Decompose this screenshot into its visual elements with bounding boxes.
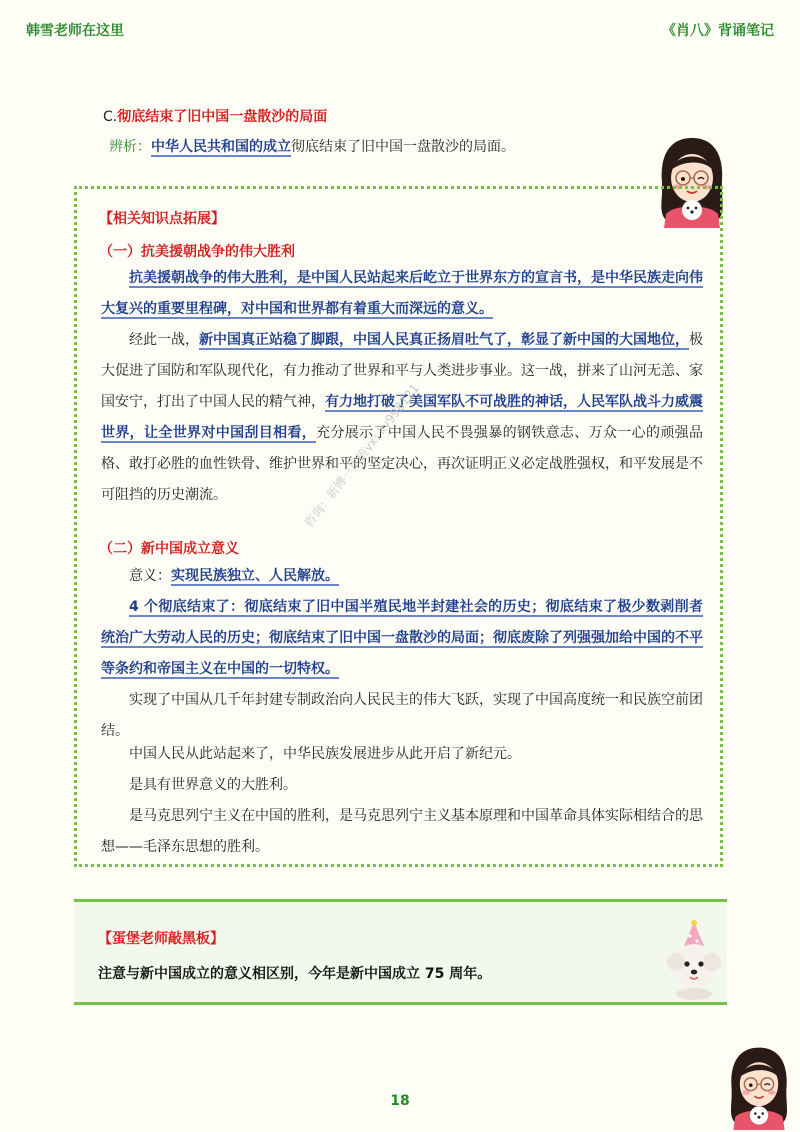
- option-c-prefix: C.: [103, 109, 118, 125]
- four-ends-para: [101, 592, 703, 685]
- four-ends-text: 4 个彻底结束了：彻底结束了旧中国半殖民地半封建社会的历史；彻底结束了极少数剥削者统治广大劳动人民的历史；彻底结束了旧中国一盘散沙的局面；彻底废除了列强强加给中国的不平等条约和帝国主义在中国的一切特权。: [101, 599, 703, 677]
- teacher-avatar-bottom-icon: [722, 1044, 796, 1130]
- option-c-text: 彻底结束了旧中国一盘散沙的局面: [117, 109, 328, 125]
- para2-part-a: 经此一战，: [129, 332, 199, 348]
- watermark: 咨询：新博一果班vx: ky998121: [301, 381, 422, 530]
- section1-title: （一）抗美援朝战争的伟大胜利: [99, 244, 295, 260]
- analysis-label: 辨析：: [109, 139, 151, 155]
- para2-part-b: 新中国真正站稳了脚跟，中国人民真正扬眉吐气了，彰显了新中国的大国地位，: [199, 332, 689, 348]
- meaning-line: [129, 561, 339, 592]
- knowledge-extension-box: [74, 186, 723, 867]
- dog-party-hat-icon: [660, 920, 728, 1000]
- para2-part-e: 充分展示了中国人民不畏强暴的钢铁意志、万众一心的顽强品格、敢打必胜的血性铁骨、维护世界和平的坚定决心，再次证明正义必定战胜强权，和平发展是不可阻挡的历史潮流。: [101, 425, 704, 503]
- header-left-title: 韩雪老师在这里: [26, 23, 124, 39]
- section1-para1: [101, 263, 703, 325]
- blackboard-text: 注意与新中国成立的意义相区别，今年是新中国成立 75 周年。: [98, 966, 492, 982]
- section2-title: （二）新中国成立意义: [99, 541, 239, 557]
- analysis-highlight: 中华人民共和国的成立: [151, 139, 291, 155]
- para2-part-d: 有力地打破了美国军队不可战胜的神话，人民军队战斗力威震世界，让全世界对中国刮目相看，: [101, 394, 703, 441]
- blackboard-box: [74, 899, 727, 1005]
- knowledge-heading: 【相关知识点拓展】: [99, 211, 225, 227]
- meaning-value: 实现民族独立、人民解放。: [171, 568, 339, 584]
- significance-para4: 是马克思列宁主义在中国的胜利，是马克思列宁主义基本原理和中国革命具体实际相结合的思想——毛泽东思想的胜利。: [101, 808, 703, 855]
- option-c-title: [103, 106, 327, 126]
- significance-para2: 中国人民从此站起来了，中华民族发展进步从此开启了新纪元。: [129, 746, 521, 762]
- significance-para3: 是具有世界意义的大胜利。: [129, 777, 297, 793]
- header-right-title: 《肖八》背诵笔记: [662, 23, 774, 39]
- para2-part-c: 极大促进了国防和军队现代化，有力推动了世界和平与人类进步事业。这一战，拼来了山河无恙、家国安宁，打出了中国人民的精气神，: [101, 332, 703, 410]
- significance-para1: 实现了中国从几千年封建专制政治向人民民主的伟大飞跃，实现了中国高度统一和民族空前团结。: [101, 692, 703, 739]
- analysis-rest: 彻底结束了旧中国一盘散沙的局面。: [291, 139, 515, 155]
- analysis-line: [109, 136, 515, 156]
- section1-para2: [101, 325, 703, 511]
- section1-para1-text: 抗美援朝战争的伟大胜利，是中国人民站起来后屹立于世界东方的宣言书，是中华民族走向伟大复兴的重要里程碑，对中国和世界都有着重大而深远的意义。: [101, 270, 703, 317]
- page-number: 18: [390, 1093, 410, 1109]
- blackboard-title: 【蛋堡老师敲黑板】: [98, 931, 224, 947]
- meaning-label: 意义：: [129, 568, 171, 584]
